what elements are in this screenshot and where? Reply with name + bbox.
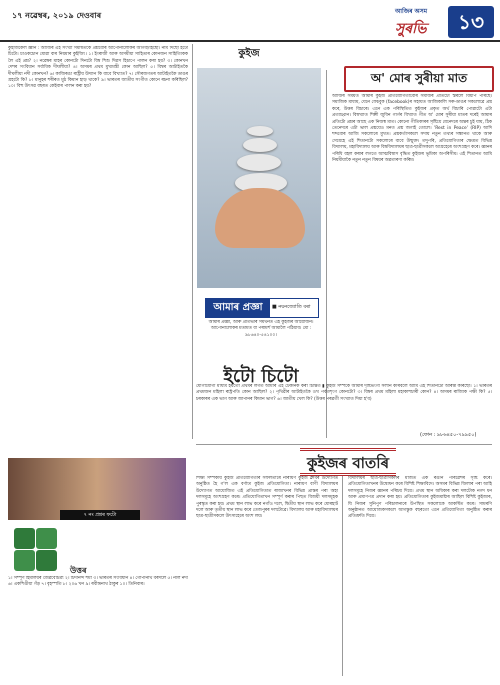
ito-sito-title: ইটো চিটো [223, 366, 299, 387]
stone-shape [243, 138, 277, 152]
logo-block [14, 550, 35, 571]
news-title: কুইজৰ বাতৰি [306, 454, 390, 472]
quote-box-byline: ■ নয়নজ্যোতি বৰা [272, 304, 311, 310]
answers-heading: উত্তৰ [70, 566, 87, 575]
question-photo-caption: ৭ নং প্ৰশ্নৰ ফটো [60, 510, 140, 520]
stone-shape [237, 154, 281, 171]
masthead-subtitle: আজিৰ অসম [395, 8, 428, 15]
news-rule [196, 444, 492, 445]
feature-contact: (ফোন : ৯৮৬৪৫০-৭৯৯৫০) [420, 432, 477, 438]
logo-block [36, 550, 57, 571]
header-rule [0, 40, 500, 42]
feature-title-frame [344, 66, 494, 92]
feature-text: আজিৰ সময়ত আমাৰ কুইজ প্ৰতিযোগিতাবোৰ সমাজৰ প্ৰতিটো স্তৰলৈ বিয়পি পৰিছে। সমাজিক মাধ্যম, যেনে ফেচবুক (facebook)ৰ সহায়ত আজিকালি সৰু-ডাঙৰ সকলোৱে প্ৰশ্ন কৰে, উত্তৰ বিচাৰে। এনে এক পৰিস্থিতিত কুইজৰ প্ৰকৃত অৰ্থ বিচাৰি পোৱাটো এটা প্ৰত্যাহ্বান। বিশ্বখ্যাত শিল্পী জুবিন গাৰ্গৰ বিখ্যাত গীত অ' মোৰ সুৰীয়া মাতৰ দৰেই আমাৰ প্ৰতিটো প্ৰশ্নৰ আছে এক নিজস্ব মাত। কোনো গীতিকাৰৰ সৃষ্টিয়ে যেনেদৰে অন্তৰ চুই যায়, ঠিক তেনেদৰে এটা ভাল প্ৰশ্নয়েও মনত প্ৰশ্ন জগাই তোলে। 'Rest in Peace' (RIP) আদি শব্দবোৰ আজি সকলোৰে মুখত। প্ৰশ্নকৰ্তাসকলে সদায় নতুন তথ্যৰ সন্ধানত থাকে আৰু সেয়েহে এই শিতানটো সকলোৰে বাবে উন্মুক্ত। তদুপৰি, প্ৰতিযোগিতাৰ ক্ষেত্ৰত বিভিন্ন বিদ্যালয়, মহাবিদ্যালয় আৰু বিশ্ববিদ্যালয়ৰ ছাত্ৰ-ছাত্ৰীসকলে আগ্ৰহেৰে অংশগ্ৰহণ কৰে। জ্ঞানৰ পৰিধি বহল কৰাৰ লগতে আত্মবিশ্বাস বৃদ্ধিত কুইজৰ ভূমিকা অপৰিসীম। এই শিতানত আমি নিয়মীয়াকৈ নতুন নতুন বিষয়ৰ অৱতাৰণা কৰিম। [332, 94, 492, 164]
column-divider [326, 70, 327, 438]
ito-sito-text: যোগাযোগী মাধ্যম হয়তো প্ৰথমৰ লগত আমাৰ এই টেকনিক কৰা চিন্তিত ▮ কুইজ সম্পৰ্কে আমাৰ দৃষ্টিভংগী সলনি কৰিবলৈ আমি এই শিতানটো আৰম্ভ কৰিছো। ১। ভাৰতৰ প্ৰথমজন মহিলা ৰাষ্ট্ৰপতি কোন আছিল? ২। পৃথিৱীৰ আটাইতকৈ ওখ পৰ্বতশৃংগ কোনটো? ৩। বিশ্বৰ প্ৰথম মহিলা মহাকাশচাৰী কোন? ৪। অসমৰ ৰাজ্যিক পক্ষী কি? ৫। চৰকাৰৰ এক ভাগ আৰু জাপানৰ কিমান ভাগ? ৬। জাতীয় খেল কি? (উত্তৰ পৰৱৰ্তী সংখ্যাত দিয়া হ'ব) [196, 384, 492, 402]
news-left-text: শিক্ষা সম্পৰ্কীয় কুইজ প্ৰতিযোগিতাৰ সফলতাৰে নাৰায়ণ কুইজ ক্লাবৰ উদ্যোগত অনুষ্ঠিত হৈ গ'ল এক বৰ্ণাঢ্য কুইজ প্ৰতিযোগিতা। নাৰায়ণ বাণী বিদ্যালয়ৰ উদ্যোগত আয়োজিত এই প্ৰতিযোগিতাত ৰাজ্যখনৰ বিভিন্ন প্ৰান্তৰ পৰা অহা দলসমূহে অংশগ্ৰহণ কৰে। প্ৰতিযোগিতাখন সম্পূৰ্ণ কৰাৰ পিছত বিজয়ী দলসমূহক পুৰস্কৃত কৰা হয়। প্ৰথম স্থান লাভ কৰে নগাঁও দলে, দ্বিতীয় স্থান লাভ কৰে যোৰহাট দলে আৰু তৃতীয় স্থান লাভ কৰে তেজপুৰৰ দলটোৱে। বিদ্যালয় আৰু মহাবিদ্যালয়ৰ ছাত্ৰ-ছাত্ৰীসকলে উৎসাহেৰে অংশ লয়। [196, 476, 338, 520]
stones-in-hands-photo [197, 68, 321, 288]
logo-block [14, 528, 35, 549]
hands-shape [215, 188, 305, 248]
column-divider [192, 44, 193, 439]
news-title-frame [300, 448, 396, 476]
news-right-text: বিদ্যালয়ৰ ছাত্ৰ-ছাত্ৰীসকলৰ মাজত এক ৰঙীন পৰিৱেশৰ সৃষ্টি কৰে। প্ৰতিযোগিতাখনৰ উদ্বোধন কৰে বিশিষ্ট শিক্ষাবিদে। অসমৰ বিভিন্ন জিলাৰ পৰা আহি দলসমূহে নিজৰ জ্ঞানৰ পৰিচয় দিয়ে। প্ৰথম স্থান অধিকাৰ কৰা দলটোক নগদ ধন আৰু প্ৰমাণপত্ৰ প্ৰদান কৰা হয়। প্ৰতিযোগিতাৰ কুইজমাষ্টাৰ আছিল বিশিষ্ট কুইজাৰ, যি নিজৰ সুনিপুণ পৰিচালনাৰে উপস্থিত সকলোকে আকৰ্ষিত কৰে। সামৰণি অনুষ্ঠানত আয়োজকসকলে আগন্তুক বছৰতো এনে প্ৰতিযোগিতা অনুষ্ঠিত কৰাৰ প্ৰতিশ্ৰুতি দিয়ে। [348, 476, 492, 520]
quote-box-header [205, 298, 319, 318]
column-divider [342, 476, 343, 676]
section-title: কুইজ [238, 48, 260, 59]
feature-title: অ' মোৰ সুৰীয়া মাত [370, 71, 468, 85]
masthead [395, 6, 453, 41]
quiz-column-text: কুইজিকেল জ্ঞান : আজিৰ এই সংখ্যা সমন্বিতকৈ প্ৰশ্নবোৰ আপোনালোকৰ আগবঢ়াইছো। নাম দিছো ইটো চিটো। চাওকচোন যোৱা বাৰ নিয়মাৰ কুইজিং। ১। ইংৰাজী আৰু অসমীয়া সাহিত্যৰ কোনজন সাহিত্যিকক লৈ এই প্ৰশ্ন? ২। নৱেম্বৰ মাহৰ কোনটো দিনটো বিশ্ব শিশু দিৱস হিচাপে পালন কৰা হয়? ৩। কোনখন দেশৰ সংবিধান সৰ্বাধিক দীঘলীয়া? ৪। অসমৰ প্ৰথম মুখ্যমন্ত্ৰী কোন আছিল? ৫। বিশ্বৰ আটাইতকৈ দীঘলীয়া নদী কোনখন? ৬। কাজিৰঙা ৰাষ্ট্ৰীয় উদ্যান কি বাবে বিখ্যাত? ৭। সৌৰজগতৰ আটাইতকৈ ডাঙৰ গ্ৰহটো কি? ৮। মানুহৰ শৰীৰত মুঠ কিমান হাড় থাকে? ৯। ভাৰতৰ জাতীয় সংগীত কোনে ৰচনা কৰিছিল? ১০। বিহু উৎসৱ বছৰত কেইবাৰ পালন কৰা হয়? [8, 46, 188, 90]
quiz-logo [14, 528, 54, 568]
answers-text: ১। সম্পূৰ্ণ হিমালয়ৰ জৈৱবৈচিত্ৰ্য ২। চিদানন্দ শৰ্মা ৩। ভাৰতৰ সংবিধান ৪। গোপীনাথ বৰদলৈ ৫। নীল নদী ৬। একশিঙীয়া গঁড় ৭। বৃহস্পতি ৮। ২০৬ খন ৯। ৰবীন্দ্ৰনাথ ঠাকুৰ ১০। তিনিবাৰ। [8, 576, 188, 588]
masthead-title: সুৰভি [395, 21, 427, 37]
logo-block [36, 528, 57, 549]
quote-box-text: আমাৰ প্ৰজ্ঞা, আৰু প্ৰতিভাৰ সমৰ্থনত এই কুইজৰ আয়োজন। আপোনালোকৰ মতামত বা পৰামৰ্শ আমালৈ পঠিয়াব। মো : ৯৮৬৪০-৫৪১০০। [208, 320, 314, 338]
issue-date: ১৭ নৱেম্বৰ, ২০১৯ দেওবাৰ [12, 11, 102, 20]
quote-box-title: আমাৰ প্ৰজ্ঞা [206, 299, 270, 317]
stone-shape [247, 126, 273, 136]
page-number: ১৩ [448, 6, 494, 38]
